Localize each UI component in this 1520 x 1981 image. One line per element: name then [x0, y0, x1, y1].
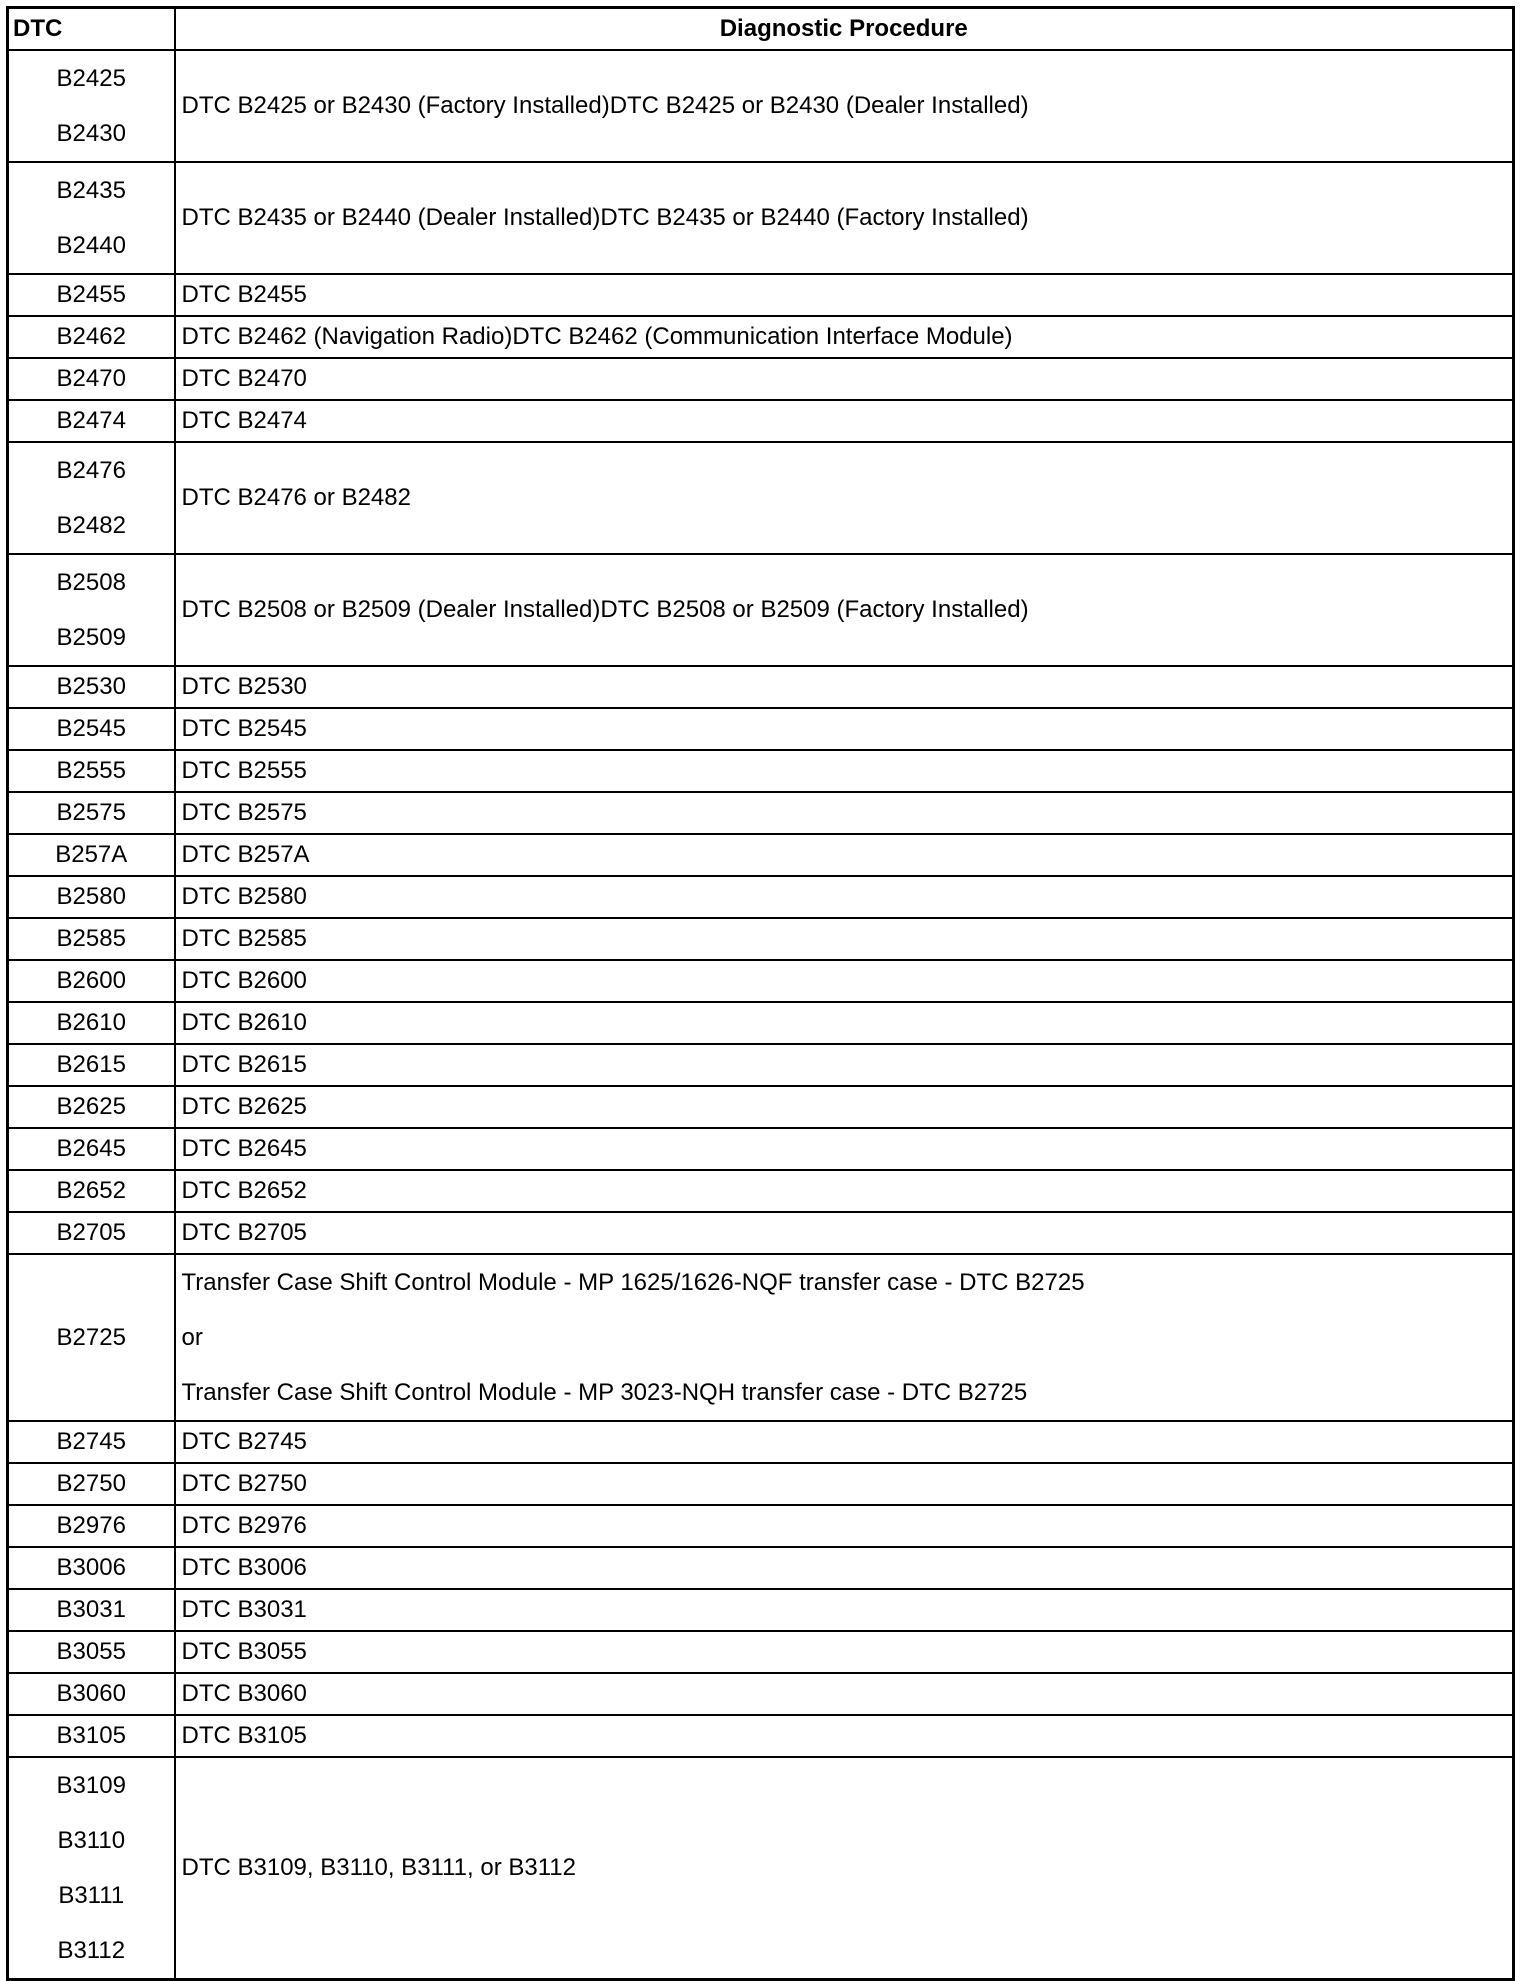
dtc-code: B2575: [56, 799, 126, 826]
dtc-table: [6, 6, 1515, 1981]
table-row: [8, 1463, 1514, 1505]
procedure-text: DTC B2580: [181, 883, 307, 910]
dtc-code: B2474: [56, 407, 126, 434]
procedure-cell: [175, 1547, 1514, 1589]
table-row: [8, 50, 1514, 162]
dtc-code: B3105: [56, 1722, 126, 1749]
procedure-cell: [175, 792, 1514, 834]
procedure-cell: [175, 442, 1514, 554]
dtc-code: B3109: [56, 1772, 126, 1799]
dtc-code: B3055: [56, 1638, 126, 1665]
procedure-text: DTC B2652: [181, 1177, 307, 1204]
procedure-text: Transfer Case Shift Control Module - MP 1625/1626-NQF transfer case - DTC B2725: [181, 1269, 1085, 1296]
table-row: [8, 708, 1514, 750]
procedure-text: DTC B3109, B3110, B3111, or B3112: [181, 1854, 576, 1881]
procedure-cell: [175, 1589, 1514, 1631]
dtc-code-cell: [8, 162, 175, 274]
table-row: [8, 1715, 1514, 1757]
procedure-text: DTC B2455: [181, 281, 307, 308]
procedure-text: DTC B3105: [181, 1722, 307, 1749]
procedure-text: DTC B2530: [181, 673, 307, 700]
table-row: [8, 1505, 1514, 1547]
dtc-code: B2482: [56, 512, 126, 539]
table-row: [8, 1673, 1514, 1715]
table-row: [8, 1086, 1514, 1128]
dtc-code: B2652: [56, 1177, 126, 1204]
procedure-cell: [175, 50, 1514, 162]
dtc-code-cell: [8, 316, 175, 358]
procedure-cell: [175, 1631, 1514, 1673]
dtc-code: B2470: [56, 365, 126, 392]
dtc-code: B2530: [56, 673, 126, 700]
dtc-code-cell: [8, 1757, 175, 1980]
dtc-code: B2545: [56, 715, 126, 742]
dtc-code-cell: [8, 876, 175, 918]
procedure-text: DTC B2474: [181, 407, 307, 434]
procedure-cell: [175, 162, 1514, 274]
procedure-cell: [175, 1505, 1514, 1547]
table-row: [8, 918, 1514, 960]
table-row: [8, 960, 1514, 1002]
dtc-code-cell: [8, 554, 175, 666]
dtc-code-cell: [8, 1170, 175, 1212]
table-row: [8, 1589, 1514, 1631]
dtc-code: B2610: [56, 1009, 126, 1036]
table-row: [8, 1002, 1514, 1044]
procedure-cell: [175, 400, 1514, 442]
dtc-code: B2555: [56, 757, 126, 784]
dtc-code-cell: [8, 358, 175, 400]
dtc-code-cell: [8, 442, 175, 554]
dtc-code-cell: [8, 1212, 175, 1254]
table-row: [8, 1128, 1514, 1170]
procedure-text: DTC B2976: [181, 1512, 307, 1539]
dtc-code: B3111: [58, 1882, 125, 1909]
procedure-text: DTC B2555: [181, 757, 307, 784]
table-body: [8, 50, 1514, 1980]
table-row: [8, 1170, 1514, 1212]
dtc-code: B257A: [55, 841, 128, 868]
dtc-code-cell: [8, 834, 175, 876]
procedure-cell: [175, 960, 1514, 1002]
dtc-code-cell: [8, 666, 175, 708]
procedure-cell: [175, 1002, 1514, 1044]
dtc-code: B2455: [56, 281, 126, 308]
procedure-cell: [175, 1044, 1514, 1086]
procedure-cell: [175, 1254, 1514, 1421]
procedure-cell: [175, 666, 1514, 708]
dtc-code-cell: [8, 960, 175, 1002]
dtc-code-cell: [8, 1547, 175, 1589]
dtc-code: B2976: [56, 1512, 126, 1539]
procedure-cell: [175, 876, 1514, 918]
dtc-code: B3060: [56, 1680, 126, 1707]
procedure-cell: [175, 1170, 1514, 1212]
procedure-text: DTC B2585: [181, 925, 307, 952]
dtc-code-cell: [8, 792, 175, 834]
table-row: [8, 792, 1514, 834]
table-row: [8, 666, 1514, 708]
procedure-text: DTC B3060: [181, 1680, 307, 1707]
procedure-column-header: Diagnostic Procedure: [175, 8, 1514, 51]
dtc-code-cell: [8, 1505, 175, 1547]
procedure-text: DTC B2750: [181, 1470, 307, 1497]
procedure-text: DTC B2545: [181, 715, 307, 742]
procedure-cell: [175, 708, 1514, 750]
dtc-code-cell: [8, 1715, 175, 1757]
dtc-code-cell: [8, 50, 175, 162]
table-row: [8, 834, 1514, 876]
procedure-text: DTC B2625: [181, 1093, 307, 1120]
table-row: [8, 162, 1514, 274]
procedure-cell: [175, 1757, 1514, 1980]
table-row: [8, 316, 1514, 358]
procedure-cell: [175, 358, 1514, 400]
procedure-cell: [175, 1463, 1514, 1505]
procedure-cell: [175, 1673, 1514, 1715]
dtc-column-header: DTC: [8, 8, 175, 51]
procedure-text: DTC B2462 (Navigation Radio)DTC B2462 (Communication Interface Module): [181, 323, 1013, 350]
dtc-code-cell: [8, 1254, 175, 1421]
procedure-text: DTC B2645: [181, 1135, 307, 1162]
dtc-code: B2745: [56, 1428, 126, 1455]
table-row: [8, 750, 1514, 792]
dtc-code-cell: [8, 1086, 175, 1128]
table-row: [8, 1044, 1514, 1086]
dtc-code: B3110: [57, 1827, 126, 1854]
procedure-cell: [175, 554, 1514, 666]
dtc-code: B2435: [56, 177, 126, 204]
dtc-code-cell: [8, 1463, 175, 1505]
procedure-text: DTC B3006: [181, 1554, 307, 1581]
table-row: [8, 1631, 1514, 1673]
procedure-text: Transfer Case Shift Control Module - MP 3023-NQH transfer case - DTC B2725: [181, 1379, 1028, 1406]
table-row: [8, 1421, 1514, 1463]
table-row: [8, 442, 1514, 554]
dtc-code: B2476: [56, 457, 126, 484]
procedure-text: DTC B2610: [181, 1009, 307, 1036]
dtc-code: B3006: [56, 1554, 126, 1581]
procedure-text: DTC B2435 or B2440 (Dealer Installed)DTC B2435 or B2440 (Factory Installed): [181, 204, 1029, 231]
procedure-text: DTC B2575: [181, 799, 307, 826]
procedure-text: DTC B3055: [181, 1638, 307, 1665]
dtc-code: B2440: [56, 232, 126, 259]
dtc-code-cell: [8, 400, 175, 442]
procedure-text: DTC B2470: [181, 365, 307, 392]
dtc-code: B2725: [56, 1324, 126, 1351]
procedure-cell: [175, 918, 1514, 960]
procedure-cell: [175, 1421, 1514, 1463]
procedure-text: DTC B2476 or B2482: [181, 484, 411, 511]
table-row: [8, 1212, 1514, 1254]
dtc-code-cell: [8, 1631, 175, 1673]
dtc-code-cell: [8, 1673, 175, 1715]
dtc-code-cell: [8, 274, 175, 316]
header-row: [8, 8, 1514, 51]
dtc-code-cell: [8, 1002, 175, 1044]
procedure-cell: [175, 834, 1514, 876]
dtc-code-cell: [8, 1589, 175, 1631]
dtc-code: B2750: [56, 1470, 126, 1497]
dtc-code: B2615: [56, 1051, 126, 1078]
dtc-code: B2509: [56, 624, 126, 651]
dtc-code: B2462: [56, 323, 126, 350]
table-row: [8, 358, 1514, 400]
procedure-cell: [175, 316, 1514, 358]
procedure-cell: [175, 274, 1514, 316]
table-row: [8, 1254, 1514, 1421]
table-row: [8, 554, 1514, 666]
dtc-code: B2585: [56, 925, 126, 952]
dtc-code: B2430: [56, 120, 126, 147]
dtc-code: B2645: [56, 1135, 126, 1162]
procedure-text: DTC B2600: [181, 967, 307, 994]
dtc-code-cell: [8, 750, 175, 792]
procedure-text: DTC B2508 or B2509 (Dealer Installed)DTC B2508 or B2509 (Factory Installed): [181, 596, 1029, 623]
procedure-text: DTC B2745: [181, 1428, 307, 1455]
dtc-code-cell: [8, 1421, 175, 1463]
dtc-code: B2705: [56, 1219, 126, 1246]
table-row: [8, 876, 1514, 918]
procedure-text: DTC B2425 or B2430 (Factory Installed)DTC B2425 or B2430 (Dealer Installed): [181, 92, 1029, 119]
table-row: [8, 400, 1514, 442]
dtc-code: B2425: [56, 65, 126, 92]
procedure-text: DTC B257A: [181, 841, 310, 868]
dtc-code: B2580: [56, 883, 126, 910]
procedure-text: DTC B3031: [181, 1596, 307, 1623]
procedure-cell: [175, 1212, 1514, 1254]
procedure-text: or: [181, 1324, 203, 1351]
procedure-cell: [175, 1086, 1514, 1128]
dtc-code: B2600: [56, 967, 126, 994]
procedure-cell: [175, 1715, 1514, 1757]
dtc-code-cell: [8, 1044, 175, 1086]
table-row: [8, 1547, 1514, 1589]
dtc-code-cell: [8, 1128, 175, 1170]
dtc-code-cell: [8, 918, 175, 960]
table-row: [8, 1757, 1514, 1980]
table-row: [8, 274, 1514, 316]
dtc-code-cell: [8, 708, 175, 750]
procedure-text: DTC B2615: [181, 1051, 307, 1078]
procedure-cell: [175, 750, 1514, 792]
dtc-code: B3112: [57, 1937, 126, 1964]
dtc-code: B2508: [56, 569, 126, 596]
procedure-text: DTC B2705: [181, 1219, 307, 1246]
procedure-cell: [175, 1128, 1514, 1170]
dtc-code: B3031: [56, 1596, 126, 1623]
dtc-code: B2625: [56, 1093, 126, 1120]
